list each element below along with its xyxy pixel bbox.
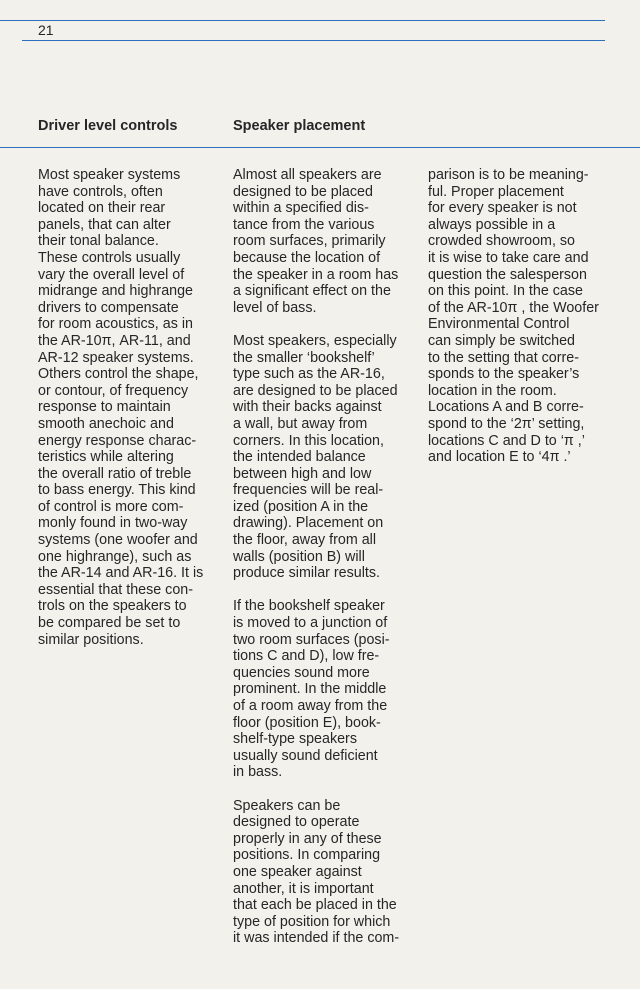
text-line: on this point. In the case bbox=[428, 283, 583, 300]
text-line: can simply be switched bbox=[428, 332, 576, 349]
text-line: the AR-14 and AR-16. It is bbox=[38, 565, 204, 582]
text-line: of the AR-10π , the Woofer bbox=[428, 299, 599, 316]
text-line: monly found in two-way bbox=[38, 515, 188, 532]
text-line: type of position for which bbox=[233, 913, 391, 930]
text-line: If the bookshelf speaker bbox=[233, 598, 385, 615]
text-line: two room surfaces (posi- bbox=[233, 631, 390, 648]
text-line: to bass energy. This kind bbox=[38, 482, 196, 499]
text-line: smooth anechoic and bbox=[38, 415, 174, 432]
text-line: to the setting that corre- bbox=[428, 349, 579, 366]
text-line: the intended balance bbox=[233, 449, 366, 466]
page-number: 21 bbox=[38, 22, 54, 38]
page-number-rule bbox=[22, 40, 605, 41]
text-line: prominent. In the middle bbox=[233, 681, 387, 698]
text-line: frequencies will be real- bbox=[233, 482, 384, 499]
paragraph-gap bbox=[233, 582, 413, 599]
text-line: similar positions. bbox=[38, 631, 144, 648]
text-line: that each be placed in the bbox=[233, 897, 397, 914]
paragraph bbox=[233, 167, 413, 316]
text-line: response to maintain bbox=[38, 399, 171, 416]
text-line: ized (position A in the bbox=[233, 498, 369, 515]
heading-speaker-placement: Speaker placement bbox=[233, 118, 366, 134]
text-line: Most speaker systems bbox=[38, 167, 181, 183]
text-line: level of bass. bbox=[233, 299, 317, 316]
text-line: tance from the various bbox=[233, 216, 375, 233]
text-line: question the salesperson bbox=[428, 266, 587, 283]
text-line: tions C and D), low fre- bbox=[233, 648, 380, 665]
text-line: Almost all speakers are bbox=[233, 167, 382, 183]
bleed-through-shadow bbox=[28, 58, 198, 82]
paragraph bbox=[38, 167, 218, 648]
text-column-2 bbox=[233, 167, 413, 947]
text-line: be compared be set to bbox=[38, 615, 181, 632]
text-line: sponds to the speaker’s bbox=[428, 366, 580, 383]
paragraph bbox=[428, 167, 608, 466]
paragraph bbox=[233, 598, 413, 781]
text-line: spond to the ‘2π’ setting, bbox=[428, 415, 585, 432]
text-line: Most speakers, especially bbox=[233, 332, 397, 349]
text-line: location in the room. bbox=[428, 382, 557, 399]
text-line: quencies sound more bbox=[233, 664, 370, 681]
text-line: because the location of bbox=[233, 249, 381, 266]
text-line: it was intended if the com- bbox=[233, 930, 400, 947]
text-line: crowded showroom, so bbox=[428, 233, 576, 250]
text-line: Locations A and B corre- bbox=[428, 399, 584, 416]
text-line: for every speaker is not bbox=[428, 200, 577, 217]
text-line: of control is more com- bbox=[38, 498, 184, 515]
text-line: produce similar results. bbox=[233, 565, 380, 582]
text-line: Environmental Control bbox=[428, 316, 570, 333]
text-line: another, it is important bbox=[233, 880, 374, 897]
text-line: one speaker against bbox=[233, 863, 362, 880]
text-line: with their backs against bbox=[233, 399, 382, 416]
text-line: or contour, of frequency bbox=[38, 382, 189, 399]
text-line: locations C and D to ‘π ,’ bbox=[428, 432, 585, 449]
text-line: designed to operate bbox=[233, 814, 360, 831]
heading-driver-level-controls: Driver level controls bbox=[38, 118, 178, 134]
text-line: room surfaces, primarily bbox=[233, 233, 386, 250]
text-line: one highrange), such as bbox=[38, 548, 192, 565]
text-line: within a specified dis- bbox=[233, 200, 369, 217]
text-line: These controls usually bbox=[38, 249, 181, 266]
text-column-3 bbox=[428, 167, 608, 466]
text-line: have controls, often bbox=[38, 183, 163, 200]
text-line: the overall ratio of treble bbox=[38, 465, 192, 482]
text-line: vary the overall level of bbox=[38, 266, 185, 283]
text-line: energy response charac- bbox=[38, 432, 197, 449]
text-line: properly in any of these bbox=[233, 830, 382, 847]
text-line: a wall, but away from bbox=[233, 415, 368, 432]
text-line: are designed to be placed bbox=[233, 382, 398, 399]
paragraph bbox=[233, 333, 413, 582]
text-line: trols on the speakers to bbox=[38, 598, 187, 615]
text-line: their tonal balance. bbox=[38, 233, 159, 250]
paragraph bbox=[233, 798, 413, 947]
text-line: a significant effect on the bbox=[233, 283, 391, 300]
text-line: the floor, away from all bbox=[233, 532, 377, 549]
text-line: midrange and highrange bbox=[38, 283, 193, 300]
text-line: floor (position E), book- bbox=[233, 714, 381, 731]
text-line: designed to be placed bbox=[233, 183, 373, 200]
text-line: for room acoustics, as in bbox=[38, 316, 193, 333]
text-line: drawing). Placement on bbox=[233, 515, 384, 532]
text-line: panels, that can alter bbox=[38, 216, 171, 233]
text-line: the AR-10π, AR-11, and bbox=[38, 332, 191, 349]
text-line: the speaker in a room has bbox=[233, 266, 399, 283]
text-line: parison is to be meaning- bbox=[428, 167, 589, 183]
text-line: located on their rear bbox=[38, 200, 166, 217]
text-line: teristics while altering bbox=[38, 449, 174, 466]
paragraph-gap bbox=[233, 781, 413, 798]
text-column-1 bbox=[38, 167, 218, 648]
section-rule bbox=[0, 147, 640, 148]
text-line: and location E to ‘4π .’ bbox=[428, 449, 571, 466]
top-rule bbox=[0, 20, 605, 21]
text-line: systems (one woofer and bbox=[38, 532, 198, 549]
text-line: AR-12 speaker systems. bbox=[38, 349, 194, 366]
text-line: type such as the AR-16, bbox=[233, 366, 385, 383]
text-line: the smaller ‘bookshelf’ bbox=[233, 349, 375, 366]
text-line: of a room away from the bbox=[233, 698, 388, 714]
text-line: ful. Proper placement bbox=[428, 183, 564, 200]
text-line: in bass. bbox=[233, 764, 283, 781]
text-line: shelf-type speakers bbox=[233, 731, 357, 748]
text-line: walls (position B) will bbox=[233, 548, 365, 565]
text-line: positions. In comparing bbox=[233, 847, 381, 864]
text-line: it is wise to take care and bbox=[428, 249, 589, 266]
text-line: is moved to a junction of bbox=[233, 615, 388, 632]
text-line: always possible in a bbox=[428, 216, 556, 233]
text-line: usually sound deficient bbox=[233, 747, 378, 764]
text-line: corners. In this location, bbox=[233, 432, 384, 449]
text-line: Others control the shape, bbox=[38, 366, 199, 383]
text-line: Speakers can be bbox=[233, 797, 341, 814]
text-line: essential that these con- bbox=[38, 581, 193, 598]
paragraph-gap bbox=[233, 316, 413, 333]
text-line: between high and low bbox=[233, 465, 372, 482]
text-line: drivers to compensate bbox=[38, 299, 179, 316]
